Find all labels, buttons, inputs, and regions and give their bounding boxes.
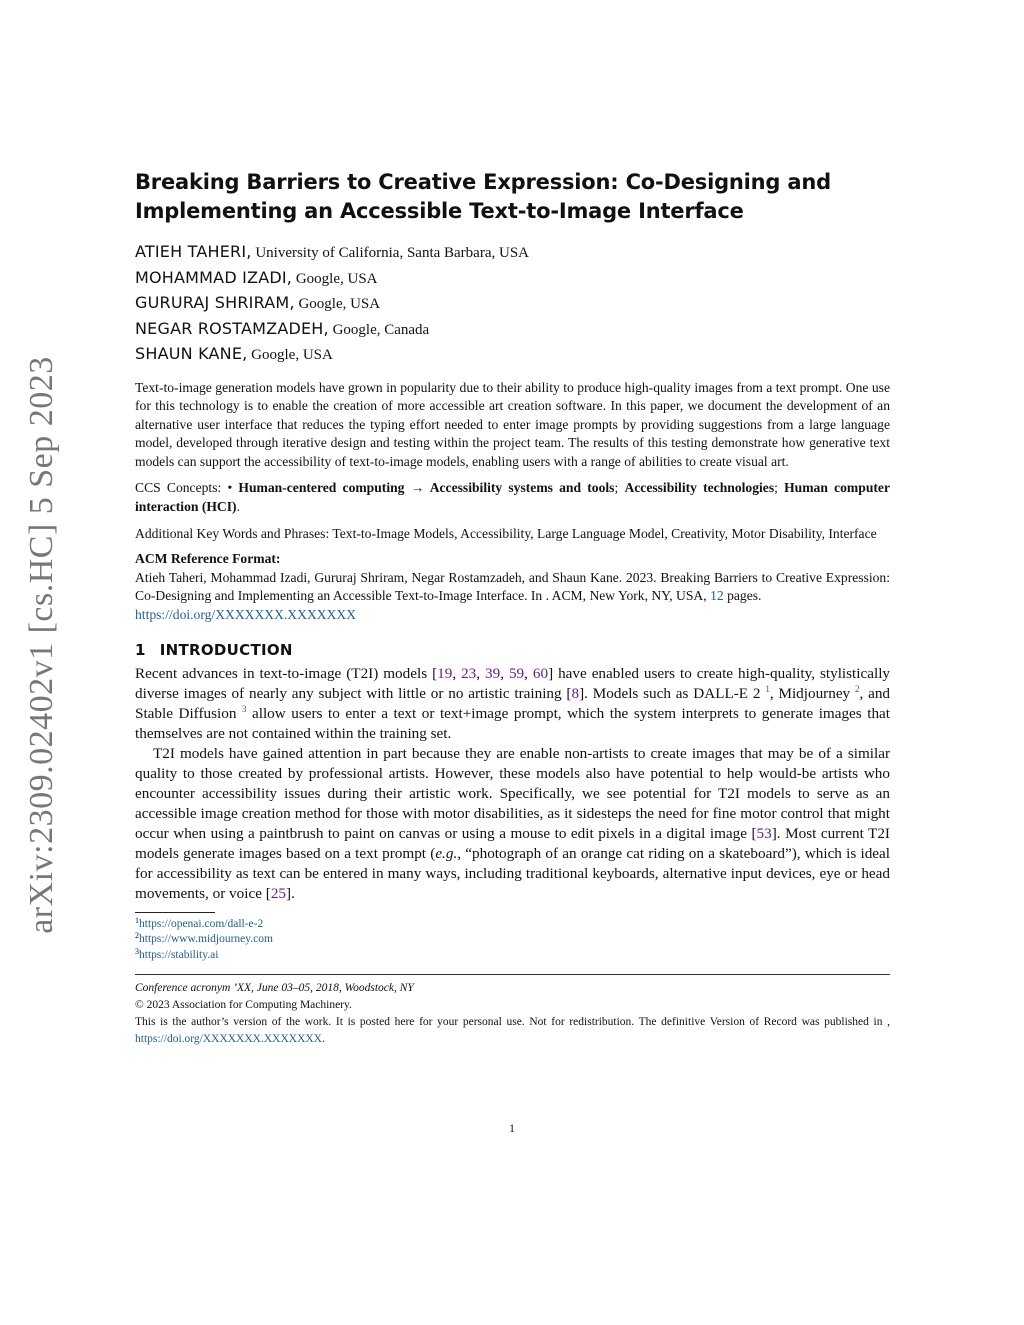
author-affiliation: Google, USA	[295, 270, 378, 287]
footnote-ref[interactable]: 2	[854, 683, 860, 694]
ccs-label: CCS Concepts: •	[135, 480, 233, 496]
notice-end: .	[321, 1033, 325, 1046]
author-affiliation: Google, USA	[251, 347, 333, 363]
footnote	[135, 917, 890, 933]
ccs-concepts	[135, 479, 890, 516]
ccs-concept-3: Human computer interaction (HCI)	[135, 480, 890, 515]
abstract: Text-to-image generation models have grown in popularity due to their ability to produce high-quality images from a text prompt. One use for this technology is to enable the creation of more accessible art creation software. In this paper, we document the development of an alternative user interface that reduces the typing effort needed to enter image prompts by providing suggestions from a large language model, developed through iterative design and testing within the project team. The results of this testing demonstrate how generative text models can support the accessibility of text-to-image models, enabling users with a range of abilities to create visual art.	[135, 379, 890, 469]
ccs-separator: ;	[774, 480, 778, 496]
author-entry	[135, 291, 890, 317]
text-run: T2I models have gained attention in part because they are enable non-artists to create images that may be of a similar quality to those created by professional artists. However, these models also have potential to help would-be artists who encounter accessibility issues during their artistic work. Specifically, we see potential for T2I models to serve as an accessible image creation method for those with motor disabilities, as it sidesteps the need for fine motor control that might occur when using a paintbrush to paint on canvas or using a mouse to edit pixels in a digital image [	[135, 744, 890, 842]
intro-paragraph-1	[135, 664, 890, 744]
author-name: GURURAJ SHRIRAM,	[135, 293, 295, 312]
footnote-url[interactable]: https://www.midjourney.com	[139, 933, 273, 946]
footnote	[135, 948, 890, 964]
author-entry	[135, 266, 890, 292]
author-entry	[135, 342, 890, 368]
author-affiliation: University of California, Santa Barbara, USA	[255, 245, 529, 261]
citation-link[interactable]: 25	[270, 884, 286, 902]
footnote-url[interactable]: https://stability.ai	[139, 948, 219, 961]
doi-link[interactable]: https://doi.org/XXXXXXX.XXXXXXX	[135, 607, 357, 623]
ccs-end: .	[236, 499, 240, 515]
section-title: INTRODUCTION	[159, 640, 293, 659]
acm-reference	[135, 569, 890, 625]
text-run: ]. Models such as DALL-E 2	[579, 684, 761, 702]
footnote-divider	[135, 912, 215, 913]
ccs-separator: ;	[614, 480, 619, 496]
text-run: e.g.	[435, 844, 458, 862]
citation-link[interactable]: 39	[485, 664, 501, 682]
citation-link[interactable]: 19	[437, 664, 453, 682]
doi-link[interactable]: https://doi.org/XXXXXXX.XXXXXXX	[135, 1033, 322, 1046]
author-name: NEGAR ROSTAMZADEH,	[135, 318, 329, 338]
footnote-ref[interactable]: 3	[241, 703, 247, 714]
intro-paragraph-2	[135, 744, 890, 904]
title-line-1: Breaking Barriers to Creative Expression: Co-Designing and	[135, 170, 831, 194]
author-affiliation: Google, Canada	[332, 321, 430, 338]
author-name: ATIEH TAHERI,	[135, 242, 252, 261]
citation-link[interactable]: 53	[756, 824, 772, 842]
title-line-2: Implementing an Accessible Text-to-Image Interface	[135, 199, 744, 223]
acm-reference-heading: ACM Reference Format:	[135, 551, 281, 567]
citation-link[interactable]: 60	[532, 664, 549, 682]
text-run: ]. Most current T2I models generate images based on a text prompt (	[135, 824, 890, 862]
author-affiliation: Google, USA	[298, 296, 381, 312]
publication-divider	[135, 974, 890, 975]
text-run: , “photograph of an orange cat riding on a skateboard”), which is ideal for accessibility as text can be entered in many ways, including traditional keyboards, alternative input devices, eye or head movements, or voice [	[135, 844, 890, 902]
citation-link[interactable]: 59	[508, 664, 525, 682]
arxiv-identifier[interactable]: arXiv:2309.02402v1 [cs.HC] 5 Sep 2023	[23, 356, 60, 934]
author-name: SHAUN KANE,	[135, 344, 248, 363]
text-run: ].	[286, 884, 295, 902]
copyright-notice: © 2023 Association for Computing Machinery.	[135, 999, 352, 1012]
page-number: 1	[509, 1121, 515, 1135]
acm-reference-text: Atieh Taheri, Mohammad Izadi, Gururaj Shriram, Negar Rostamzadeh, and Shaun Kane. 2023. Breaking Barriers to Creative Expression: Co-Designing and Implementing an Accessible Text-to-Image Interface. In . ACM, New York, NY, USA,	[135, 569, 890, 604]
footnote-number: 1	[135, 915, 139, 925]
footnote	[135, 932, 890, 948]
pages-word: pages.	[727, 588, 762, 604]
paper-title	[135, 168, 890, 226]
text-run: , and Stable Diffusion	[135, 684, 891, 722]
author-entry	[135, 240, 890, 266]
author-entry	[135, 317, 890, 343]
conference-info: Conference acronym ’XX, June 03–05, 2018, Woodstock, NY	[135, 982, 414, 995]
paper-content	[135, 168, 890, 1048]
text-run: ,	[452, 664, 462, 682]
footnote-number: 3	[135, 946, 139, 956]
citation-link[interactable]: 8	[571, 684, 580, 702]
text-run: ,	[524, 664, 533, 682]
text-run: ] have enabled users to create high-quality, stylistically diverse images of nearly any subject with little or no artistic training [	[135, 664, 891, 702]
section-heading	[135, 639, 890, 661]
text-run: , Midjourney	[769, 684, 851, 702]
pages-link[interactable]: 12	[710, 588, 724, 604]
author-list	[135, 240, 890, 368]
text-run: ,	[476, 664, 485, 682]
keywords: Additional Key Words and Phrases: Text-to-Image Models, Accessibility, Large Language Model, Creativity, Motor Disability, Interface	[135, 525, 877, 541]
footnote-url[interactable]: https://openai.com/dall-e-2	[139, 917, 264, 930]
citation-link[interactable]: 23	[461, 664, 477, 682]
author-name: MOHAMMAD IZADI,	[135, 267, 293, 287]
ccs-concept-2: Accessibility technologies	[624, 480, 775, 496]
text-run: allow users to enter a text or text+image prompt, which the system interprets to generate images that themselves are not contained within the training set.	[135, 704, 891, 742]
text-run: Recent advances in text-to-image (T2I) models [	[135, 664, 438, 682]
footnote-number: 2	[135, 931, 139, 941]
section-number: 1	[135, 640, 146, 659]
author-version-notice	[135, 1014, 890, 1048]
ccs-concept-1: Human-centered computing → Accessibility systems and tools	[238, 480, 615, 496]
notice-text: This is the author’s version of the work. It is posted here for your personal use. Not for redistribution. The definitive Version of Record was published in ,	[135, 1016, 890, 1029]
footnote-ref[interactable]: 1	[765, 683, 770, 694]
text-run: ,	[500, 664, 509, 682]
